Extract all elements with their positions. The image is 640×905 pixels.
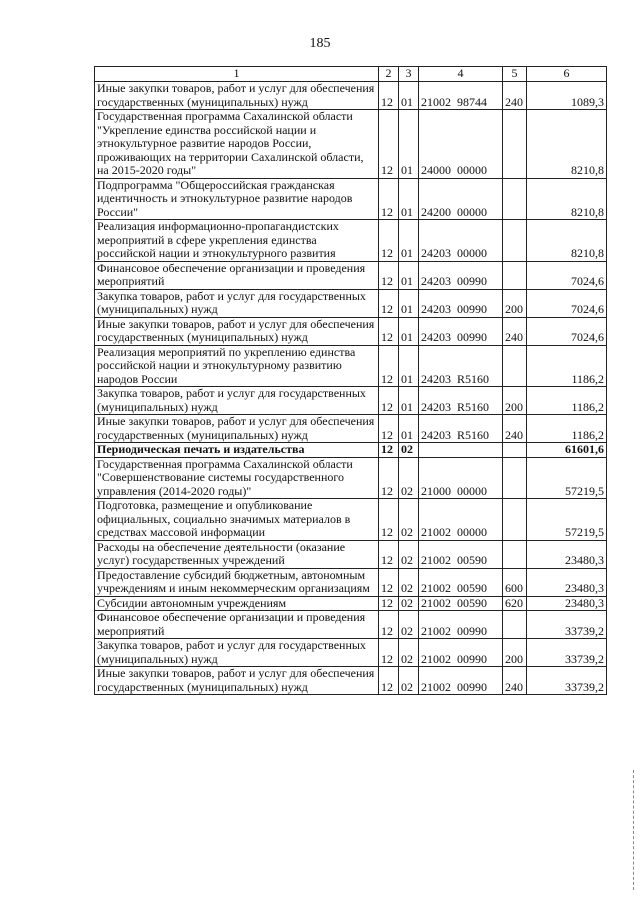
table-row [95,639,607,667]
row-name-cell: Иные закупки товаров, работ и услуг для обеспечения государственных (муниципальных) нужд [95,317,379,345]
table-row [95,540,607,568]
row-name-cell: Предоставление субсидий бюджетным, автономным учреждениям и иным некоммерческим организациям [95,568,379,596]
row-section-cell: 12 [379,289,399,317]
row-section-cell: 12 [379,457,399,499]
row-expense-type-cell [503,443,527,458]
row-section-cell: 12 [379,568,399,596]
row-subsection-cell: 02 [399,639,419,667]
row-target-article-cell: 21002 00990 [419,667,503,695]
row-amount-cell: 8210,8 [527,110,607,179]
row-name-cell: Финансовое обеспечение организации и проведения мероприятий [95,611,379,639]
row-expense-type-cell: 240 [503,667,527,695]
table-row [95,110,607,179]
row-section-cell: 12 [379,596,399,611]
row-expense-type-cell: 240 [503,415,527,443]
row-subsection-cell: 01 [399,345,419,387]
scan-edge-mark [633,770,636,890]
row-subsection-cell: 01 [399,415,419,443]
row-name-cell: Финансовое обеспечение организации и проведения мероприятий [95,261,379,289]
row-amount-cell: 1186,2 [527,387,607,415]
row-target-article-cell: 21000 00000 [419,457,503,499]
row-amount-cell: 1186,2 [527,415,607,443]
row-name-cell: Реализация информационно-пропагандистских мероприятий в сфере укрепления единства российской нации и этнокультурного развития [95,220,379,262]
table-row [95,596,607,611]
row-expense-type-cell: 200 [503,289,527,317]
row-subsection-cell: 01 [399,110,419,179]
table-row [95,289,607,317]
row-section-cell: 12 [379,345,399,387]
row-section-cell: 12 [379,639,399,667]
row-target-article-cell: 24203 00990 [419,317,503,345]
row-amount-cell: 33739,2 [527,611,607,639]
header-col-2: 2 [379,67,399,82]
row-subsection-cell: 01 [399,178,419,220]
row-expense-type-cell [503,220,527,262]
row-target-article-cell: 24203 R5160 [419,345,503,387]
row-section-cell: 12 [379,667,399,695]
row-target-article-cell: 21002 00990 [419,639,503,667]
row-name-cell: Подготовка, размещение и опубликование официальных, социально значимых материалов в средствах массовой информации [95,499,379,541]
row-section-cell: 12 [379,387,399,415]
row-section-cell: 12 [379,415,399,443]
table-row [95,220,607,262]
table-row [95,568,607,596]
row-target-article-cell: 24000 00000 [419,110,503,179]
row-section-cell: 12 [379,540,399,568]
header-col-1: 1 [95,67,379,82]
header-row [95,67,607,82]
row-target-article-cell: 21002 98744 [419,82,503,110]
row-target-article-cell: 21002 00590 [419,596,503,611]
row-amount-cell: 8210,8 [527,220,607,262]
row-name-cell: Периодическая печать и издательства [95,443,379,458]
table-row [95,345,607,387]
row-subsection-cell: 01 [399,317,419,345]
table-row [95,611,607,639]
row-expense-type-cell [503,178,527,220]
row-subsection-cell: 02 [399,499,419,541]
row-subsection-cell: 01 [399,387,419,415]
row-amount-cell: 23480,3 [527,568,607,596]
row-name-cell: Государственная программа Сахалинской области "Совершенствование системы государственного управления (2014-2020 годы)" [95,457,379,499]
row-subsection-cell: 01 [399,82,419,110]
row-subsection-cell: 02 [399,568,419,596]
row-target-article-cell [419,443,503,458]
table-row [95,317,607,345]
table-row [95,443,607,458]
row-subsection-cell: 01 [399,289,419,317]
row-subsection-cell: 02 [399,457,419,499]
table-row [95,457,607,499]
row-subsection-cell: 01 [399,261,419,289]
table-row [95,415,607,443]
page-number: 185 [309,36,331,51]
table-row [95,387,607,415]
row-amount-cell: 23480,3 [527,596,607,611]
row-expense-type-cell [503,261,527,289]
row-section-cell: 12 [379,317,399,345]
table-row [95,667,607,695]
row-amount-cell: 1186,2 [527,345,607,387]
row-expense-type-cell: 200 [503,639,527,667]
row-amount-cell: 7024,6 [527,317,607,345]
row-target-article-cell: 24203 00000 [419,220,503,262]
row-expense-type-cell: 620 [503,596,527,611]
row-section-cell: 12 [379,178,399,220]
row-expense-type-cell [503,110,527,179]
row-amount-cell: 8210,8 [527,178,607,220]
table-row [95,261,607,289]
row-section-cell: 12 [379,499,399,541]
header-col-3: 3 [399,67,419,82]
row-name-cell: Субсидии автономным учреждениям [95,596,379,611]
row-subsection-cell: 02 [399,596,419,611]
row-name-cell: Закупка товаров, работ и услуг для государственных (муниципальных) нужд [95,289,379,317]
row-expense-type-cell [503,540,527,568]
row-section-cell: 12 [379,611,399,639]
table-row [95,178,607,220]
row-target-article-cell: 21002 00590 [419,568,503,596]
row-subsection-cell: 02 [399,443,419,458]
header-col-6: 6 [527,67,607,82]
row-subsection-cell: 02 [399,667,419,695]
row-amount-cell: 57219,5 [527,499,607,541]
row-name-cell: Реализация мероприятий по укреплению единства российской нации и этнокультурному развитию народов России [95,345,379,387]
row-expense-type-cell: 600 [503,568,527,596]
budget-table [94,66,607,695]
row-subsection-cell: 01 [399,220,419,262]
row-expense-type-cell [503,345,527,387]
header-col-4: 4 [419,67,503,82]
row-subsection-cell: 02 [399,540,419,568]
row-amount-cell: 33739,2 [527,639,607,667]
row-target-article-cell: 21002 00000 [419,499,503,541]
row-amount-cell: 23480,3 [527,540,607,568]
row-amount-cell: 7024,6 [527,289,607,317]
row-target-article-cell: 24203 R5160 [419,387,503,415]
row-name-cell: Расходы на обеспечение деятельности (оказание услуг) государственных учреждений [95,540,379,568]
row-name-cell: Иные закупки товаров, работ и услуг для обеспечения государственных (муниципальных) нужд [95,415,379,443]
table-row [95,82,607,110]
row-expense-type-cell [503,611,527,639]
row-expense-type-cell: 240 [503,317,527,345]
row-section-cell: 12 [379,110,399,179]
row-target-article-cell: 24200 00000 [419,178,503,220]
row-target-article-cell: 24203 R5160 [419,415,503,443]
table-row [95,499,607,541]
row-amount-cell: 1089,3 [527,82,607,110]
row-amount-cell: 33739,2 [527,667,607,695]
row-expense-type-cell: 200 [503,387,527,415]
header-col-5: 5 [503,67,527,82]
row-target-article-cell: 24203 00990 [419,261,503,289]
row-target-article-cell: 24203 00990 [419,289,503,317]
row-name-cell: Государственная программа Сахалинской области "Укрепление единства российской нации и этнокультурное развитие народов России, проживающих на территории Сахалинской области, на 2015-2020 годы" [95,110,379,179]
row-section-cell: 12 [379,82,399,110]
row-target-article-cell: 21002 00990 [419,611,503,639]
row-name-cell: Иные закупки товаров, работ и услуг для обеспечения государственных (муниципальных) нужд [95,667,379,695]
row-subsection-cell: 02 [399,611,419,639]
row-target-article-cell: 21002 00590 [419,540,503,568]
row-expense-type-cell [503,499,527,541]
row-amount-cell: 57219,5 [527,457,607,499]
row-expense-type-cell [503,457,527,499]
row-section-cell: 12 [379,443,399,458]
row-name-cell: Закупка товаров, работ и услуг для государственных (муниципальных) нужд [95,387,379,415]
row-expense-type-cell: 240 [503,82,527,110]
row-amount-cell: 7024,6 [527,261,607,289]
row-amount-cell: 61601,6 [527,443,607,458]
row-section-cell: 12 [379,261,399,289]
row-name-cell: Закупка товаров, работ и услуг для государственных (муниципальных) нужд [95,639,379,667]
row-name-cell: Подпрограмма "Общероссийская гражданская идентичность и этнокультурное развитие народов России" [95,178,379,220]
row-section-cell: 12 [379,220,399,262]
row-name-cell: Иные закупки товаров, работ и услуг для обеспечения государственных (муниципальных) нужд [95,82,379,110]
